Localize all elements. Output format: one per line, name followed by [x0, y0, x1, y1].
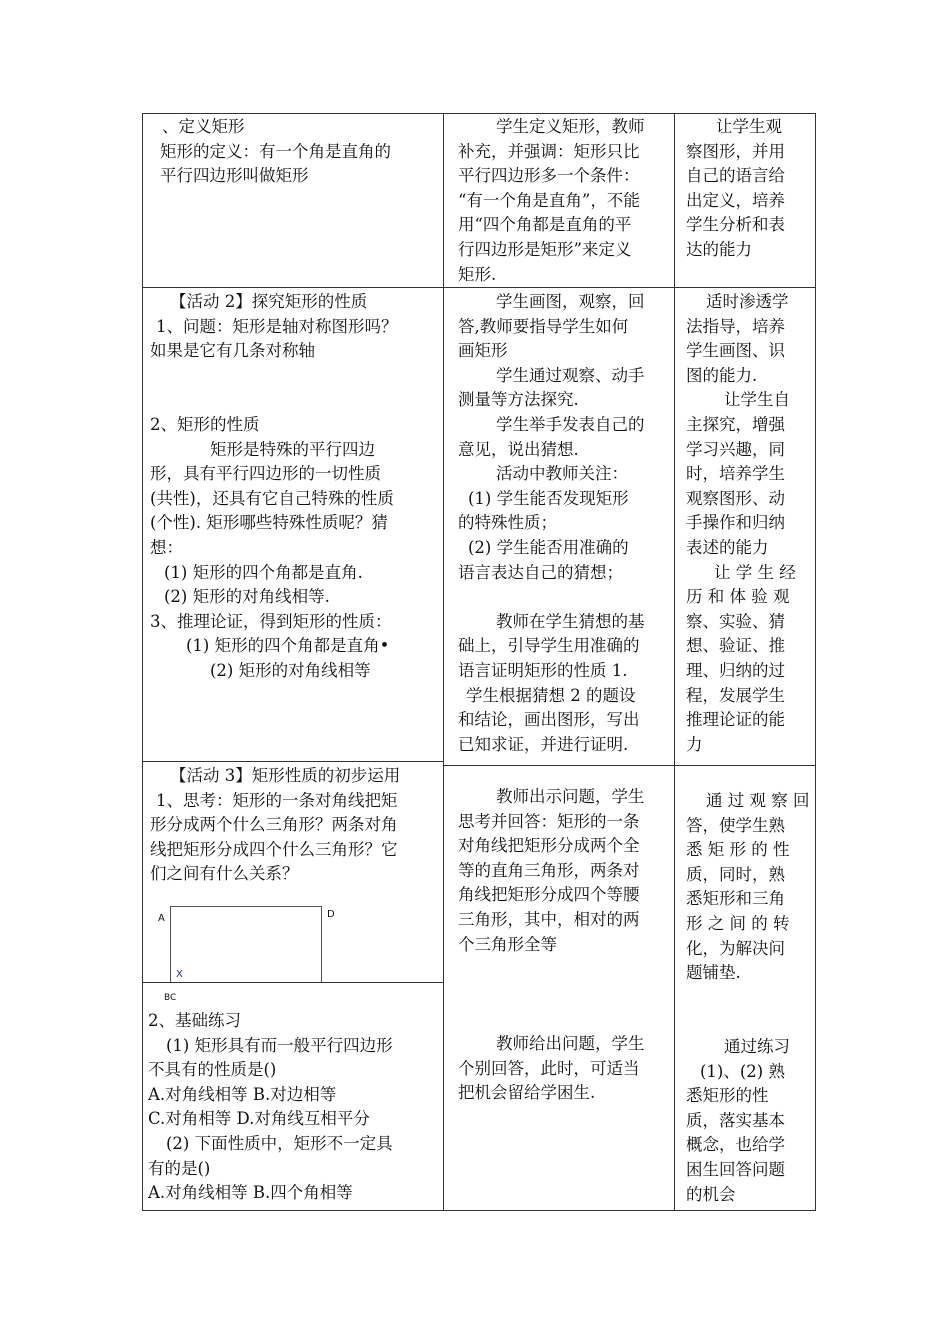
text-line: 语言证明矩形的性质 1. — [458, 660, 628, 680]
figure-label-bc: BC — [164, 993, 177, 1003]
text-line: 2、基础练习 — [148, 1011, 241, 1030]
text-line: 图的能力. — [686, 365, 758, 385]
text-line: 想： — [150, 537, 183, 557]
text-line: (1) 矩形的四个角都是直角. — [164, 562, 363, 582]
text-line: 想、验证、推 — [686, 636, 785, 656]
text-line: 化，为解决问 — [686, 938, 785, 958]
text-line: 学生举手发表自己的 — [496, 414, 645, 434]
text-line: 历 和 体 验 观 — [686, 587, 790, 607]
text-line: 语言表达自己的猜想； — [458, 562, 623, 582]
text-line: 形，具有平行四边形的一切性质 — [150, 464, 381, 484]
text-line: “有一个角是直角”，不能 — [458, 190, 640, 210]
text-line: 教师出示问题，学生 — [496, 787, 645, 806]
text-line: 质，落实基本 — [686, 1110, 785, 1130]
text-line: 学生画图、识 — [686, 341, 785, 361]
text-line: 等的直角三角形，两条对 — [458, 860, 640, 880]
text-line: 1、思考：矩形的一条对角线把矩 — [156, 790, 398, 810]
text-line: 质，同时，熟 — [686, 864, 785, 884]
row1-activity-cell — [458, 115, 668, 287]
row3-intent-cell-a — [686, 789, 812, 986]
text-line: 补充，并强调：矩形只比 — [458, 141, 640, 161]
text-line: 矩形的定义：有一个角是直角的 — [160, 141, 391, 161]
row-divider-2b — [443, 765, 816, 766]
text-line: 不具有的性质是() — [148, 1060, 277, 1080]
text-line: 悉矩形的性 — [686, 1086, 769, 1106]
text-line: 推理论证的能 — [686, 710, 785, 730]
text-line: 2、矩形的性质 — [150, 415, 260, 434]
text-line: (2) 学生能否用准确的 — [468, 537, 629, 557]
text-line: 学生定义矩形，教师 — [496, 117, 645, 136]
text-line: (2) 矩形的对角线相等. — [164, 587, 330, 607]
row3-activity-cell-a — [458, 785, 668, 957]
text-line: 【活动 2】探究矩形的性质 — [170, 292, 368, 311]
rectangle-figure — [170, 906, 322, 982]
text-line: 教师在学生猜想的基 — [496, 611, 645, 631]
text-line: (1) 矩形的四个角都是直角• — [186, 636, 390, 656]
text-line: 和结论，画出图形，写出 — [458, 710, 640, 730]
text-line: A.对角线相等 B.四个角相等 — [148, 1183, 353, 1203]
text-line: 主探究，增强 — [686, 414, 785, 434]
figure-label-a: A — [158, 913, 165, 924]
text-line: 悉矩形和三角 — [686, 889, 785, 909]
text-line: 角线把矩形分成四个等腰 — [458, 885, 640, 905]
text-line: 平行四边形多一个条件： — [458, 166, 640, 186]
text-line: 意见，说出猜想. — [458, 439, 579, 459]
row2-content-cell-a — [150, 290, 442, 364]
text-line: 矩形是特殊的平行四边 — [210, 439, 375, 459]
blank-line — [458, 585, 668, 610]
text-line: 对角线把矩形分成两个全 — [458, 836, 640, 856]
text-line: 行四边形是矩形”来定义 — [458, 239, 632, 259]
text-line: 学生画图，观察，回 — [496, 292, 645, 311]
text-line: 矩形. — [458, 264, 497, 284]
text-line: 让 学 生 经 — [714, 562, 796, 582]
text-line: 表述的能力 — [686, 537, 769, 557]
text-line: 通 过 观 察 回 — [706, 791, 810, 810]
figure-label-x: X — [176, 969, 183, 980]
table-border-top — [142, 113, 816, 114]
text-line: 、定义矩形 — [162, 117, 245, 136]
text-line: 活动中教师关注： — [496, 464, 628, 484]
lesson-plan-table — [142, 113, 816, 1211]
table-border-left — [142, 113, 143, 1211]
text-line: 适时渗透学 — [706, 292, 789, 311]
text-line: 悉 矩 形 的 性 — [686, 840, 790, 860]
table-border-bottom — [142, 1210, 816, 1211]
text-line: (1) 矩形具有而一般平行四边形 — [166, 1035, 393, 1055]
row3-content-cell-a — [150, 764, 442, 887]
text-line: 1、问题：矩形是轴对称图形吗？ — [156, 316, 398, 336]
text-line: 【活动 3】矩形性质的初步运用 — [170, 766, 401, 785]
text-line: (共性)，还具有它自己特殊的性质 — [150, 488, 394, 508]
text-line: 自己的语言给 — [686, 166, 785, 186]
text-line: 程，发展学生 — [686, 685, 785, 705]
text-line: C.对角相等 D.对角线互相平分 — [148, 1109, 370, 1129]
text-line: 测量等方法探究. — [458, 390, 579, 410]
text-line: 理、归纳的过 — [686, 660, 785, 680]
column-divider-1 — [443, 113, 444, 1211]
text-line: (1) 学生能否发现矩形 — [468, 488, 629, 508]
text-line: (个性). 矩形哪些特殊性质呢？猜 — [150, 513, 388, 533]
text-line: 让学生自 — [724, 390, 790, 410]
text-line: (2) 下面性质中，矩形不一定具 — [166, 1133, 393, 1153]
row3-content-cell-b — [148, 1009, 442, 1206]
text-line: 学生分析和表 — [686, 215, 785, 235]
text-line: 让学生观 — [716, 117, 782, 136]
figure-label-d: D — [327, 909, 335, 920]
column-divider-2 — [674, 113, 675, 1211]
text-line: 个别回答，此时，可适当 — [458, 1058, 640, 1078]
text-line: 通过练习 — [724, 1037, 790, 1056]
text-line: 教师给出问题，学生 — [496, 1034, 645, 1053]
row1-intent-cell — [686, 115, 812, 263]
text-line: 思考并回答：矩形的一条 — [458, 811, 640, 831]
text-line: 达的能力 — [686, 239, 752, 259]
row2-activity-cell — [458, 290, 668, 757]
text-line: 学生根据猜想 2 的题设 — [466, 685, 636, 705]
text-line: 学习兴趣，同 — [686, 439, 785, 459]
text-line: 形 之 间 的 转 — [686, 913, 790, 933]
text-line: 答，使学生熟 — [686, 815, 785, 835]
text-line: 出定义，培养 — [686, 190, 785, 210]
text-line: 画矩形 — [458, 341, 508, 361]
text-line: 线把矩形分成四个什么三角形？它 — [150, 839, 398, 859]
row3-intent-cell-b — [686, 1035, 812, 1207]
text-line: 察、实验、猜 — [686, 611, 785, 631]
text-line: 观察图形、动 — [686, 488, 785, 508]
text-line: 困生回答问题 — [686, 1159, 785, 1179]
text-line: 的特殊性质； — [458, 513, 557, 533]
row1-content-cell — [150, 115, 440, 189]
figure-divider — [142, 982, 443, 983]
text-line: 已知求证，并进行证明. — [458, 734, 629, 754]
text-line: 答,教师要指导学生如何 — [458, 316, 629, 336]
text-line: 3、推理论证，得到矩形的性质： — [150, 611, 392, 631]
text-line: 个三角形全等 — [458, 934, 557, 954]
row2-content-cell-b — [150, 413, 442, 684]
text-line: (1)、(2) 熟 — [700, 1061, 785, 1081]
text-line: 题铺垫. — [686, 963, 741, 983]
text-line: 把机会留给学困生. — [458, 1083, 596, 1103]
text-line: 如果是它有几条对称轴 — [150, 341, 315, 361]
table-border-right — [815, 113, 816, 1211]
text-line: 础上，引导学生用准确的 — [458, 636, 640, 656]
text-line: 概念，也给学 — [686, 1135, 785, 1155]
text-line: 学生通过观察、动手 — [496, 365, 645, 385]
text-line: 们之间有什么关系？ — [150, 864, 299, 884]
text-line: 三角形，其中，相对的两 — [458, 909, 640, 929]
text-line: (2) 矩形的对角线相等 — [210, 660, 371, 680]
row-divider-2a — [142, 761, 443, 762]
text-line: 有的是() — [148, 1158, 211, 1178]
text-line: 时，培养学生 — [686, 464, 785, 484]
text-line: 力 — [686, 734, 703, 754]
text-line: 用“四个角都是直角的平 — [458, 215, 632, 235]
text-line: 手操作和归纳 — [686, 513, 785, 533]
text-line: 的机会 — [686, 1184, 736, 1204]
row3-activity-cell-b — [458, 1032, 668, 1106]
text-line: 法指导，培养 — [686, 316, 785, 336]
text-line: 平行四边形叫做矩形 — [160, 166, 309, 186]
text-line: 察图形，并用 — [686, 141, 785, 161]
text-line: A.对角线相等 B.对边相等 — [148, 1084, 337, 1104]
row2-intent-cell — [686, 290, 812, 757]
text-line: 形分成两个什么三角形？两条对角 — [150, 815, 398, 835]
